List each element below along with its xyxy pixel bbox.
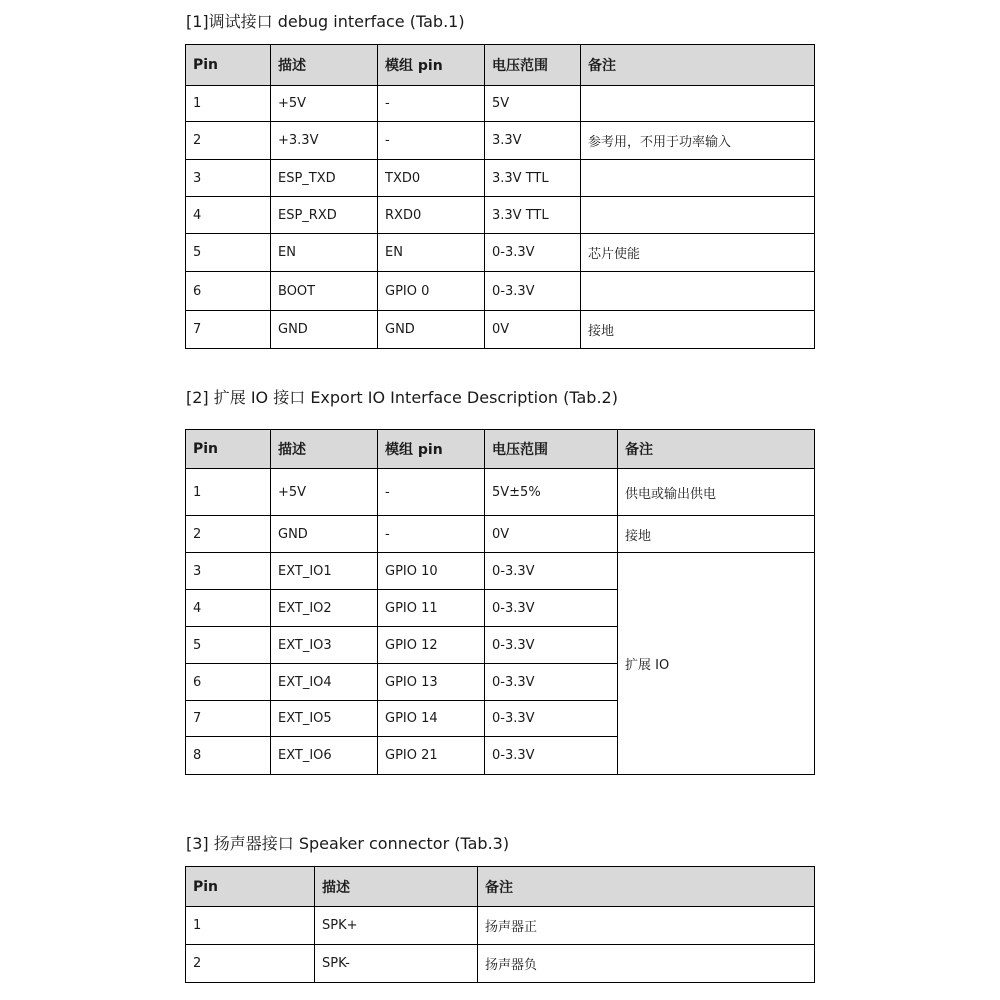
cell: 0-3.3V (485, 737, 618, 775)
cell: 0-3.3V (485, 590, 618, 627)
cell: 2 (186, 516, 271, 553)
table-header-row (186, 867, 815, 907)
cell: EXT_IO2 (271, 590, 378, 627)
cell: - (378, 516, 485, 553)
header-cell: Pin (186, 867, 315, 907)
cell: 2 (186, 122, 271, 160)
cell: 7 (186, 311, 271, 349)
table-row (186, 553, 815, 590)
header-cell: 备注 (618, 430, 815, 469)
cell (581, 86, 815, 122)
cell: EN (271, 234, 378, 272)
cell: 参考用，不用于功率输入 (581, 122, 815, 160)
header-cell: 备注 (581, 45, 815, 86)
cell: GPIO 11 (378, 590, 485, 627)
cell: BOOT (271, 272, 378, 311)
cell (581, 197, 815, 234)
table-row (186, 311, 815, 349)
header-cell: 描述 (315, 867, 478, 907)
cell: 3 (186, 553, 271, 590)
cell: 0-3.3V (485, 234, 581, 272)
header-cell: 电压范围 (485, 430, 618, 469)
cell: 4 (186, 197, 271, 234)
debug-interface-table (185, 44, 815, 349)
table-header-row (186, 45, 815, 86)
header-cell: Pin (186, 45, 271, 86)
cell: ESP_TXD (271, 160, 378, 197)
table-row (186, 234, 815, 272)
cell: 5 (186, 234, 271, 272)
cell: +3.3V (271, 122, 378, 160)
cell: 0-3.3V (485, 553, 618, 590)
cell: 1 (186, 469, 271, 516)
table2-title: [2] 扩展 IO 接口 Export IO Interface Description (Tab.2) (186, 388, 618, 407)
cell: TXD0 (378, 160, 485, 197)
cell (581, 160, 815, 197)
cell: GPIO 0 (378, 272, 485, 311)
header-cell: 模组 pin (378, 45, 485, 86)
table-row (186, 272, 815, 311)
cell: 6 (186, 664, 271, 701)
table-row (186, 469, 815, 516)
cell: GPIO 21 (378, 737, 485, 775)
cell: 0V (485, 516, 618, 553)
table-row (186, 160, 815, 197)
cell: +5V (271, 469, 378, 516)
cell: 3 (186, 160, 271, 197)
cell: 7 (186, 701, 271, 737)
cell: 0-3.3V (485, 272, 581, 311)
table-row (186, 197, 815, 234)
table-row (186, 86, 815, 122)
header-cell: 描述 (271, 45, 378, 86)
cell: GND (271, 516, 378, 553)
cell: EXT_IO3 (271, 627, 378, 664)
export-io-table (185, 429, 815, 775)
cell: RXD0 (378, 197, 485, 234)
cell: EXT_IO4 (271, 664, 378, 701)
header-cell: 描述 (271, 430, 378, 469)
table-row (186, 122, 815, 160)
cell: GPIO 12 (378, 627, 485, 664)
merged-note-cell: 扩展 IO (618, 553, 815, 775)
cell: 1 (186, 907, 315, 945)
table3-title: [3] 扬声器接口 Speaker connector (Tab.3) (186, 834, 510, 853)
cell: 5V±5% (485, 469, 618, 516)
cell: GND (378, 311, 485, 349)
cell (581, 272, 815, 311)
cell: 0-3.3V (485, 627, 618, 664)
cell: 接地 (581, 311, 815, 349)
cell: SPK- (315, 945, 478, 983)
cell: 3.3V (485, 122, 581, 160)
cell: EN (378, 234, 485, 272)
cell: 1 (186, 86, 271, 122)
cell: 接地 (618, 516, 815, 553)
header-cell: Pin (186, 430, 271, 469)
cell: 供电或输出供电 (618, 469, 815, 516)
cell: GPIO 13 (378, 664, 485, 701)
cell: - (378, 469, 485, 516)
table-row (186, 516, 815, 553)
cell: 扬声器正 (478, 907, 815, 945)
speaker-connector-table (185, 866, 815, 983)
cell: GND (271, 311, 378, 349)
cell: EXT_IO5 (271, 701, 378, 737)
cell: 0-3.3V (485, 701, 618, 737)
cell: 0-3.3V (485, 664, 618, 701)
cell: - (378, 86, 485, 122)
table-header-row (186, 430, 815, 469)
table-row (186, 907, 815, 945)
header-cell: 电压范围 (485, 45, 581, 86)
cell: 0V (485, 311, 581, 349)
cell: EXT_IO6 (271, 737, 378, 775)
cell: 4 (186, 590, 271, 627)
cell: 3.3V TTL (485, 197, 581, 234)
header-cell: 备注 (478, 867, 815, 907)
cell: 8 (186, 737, 271, 775)
cell: 3.3V TTL (485, 160, 581, 197)
cell: - (378, 122, 485, 160)
cell: 芯片使能 (581, 234, 815, 272)
cell: GPIO 14 (378, 701, 485, 737)
cell: GPIO 10 (378, 553, 485, 590)
header-cell: 模组 pin (378, 430, 485, 469)
cell: SPK+ (315, 907, 478, 945)
table1-title: [1]调试接口 debug interface (Tab.1) (186, 12, 465, 31)
cell: ESP_RXD (271, 197, 378, 234)
table-row (186, 945, 815, 983)
cell: 扬声器负 (478, 945, 815, 983)
cell: EXT_IO1 (271, 553, 378, 590)
cell: 5 (186, 627, 271, 664)
cell: 2 (186, 945, 315, 983)
cell: 5V (485, 86, 581, 122)
cell: +5V (271, 86, 378, 122)
cell: 6 (186, 272, 271, 311)
